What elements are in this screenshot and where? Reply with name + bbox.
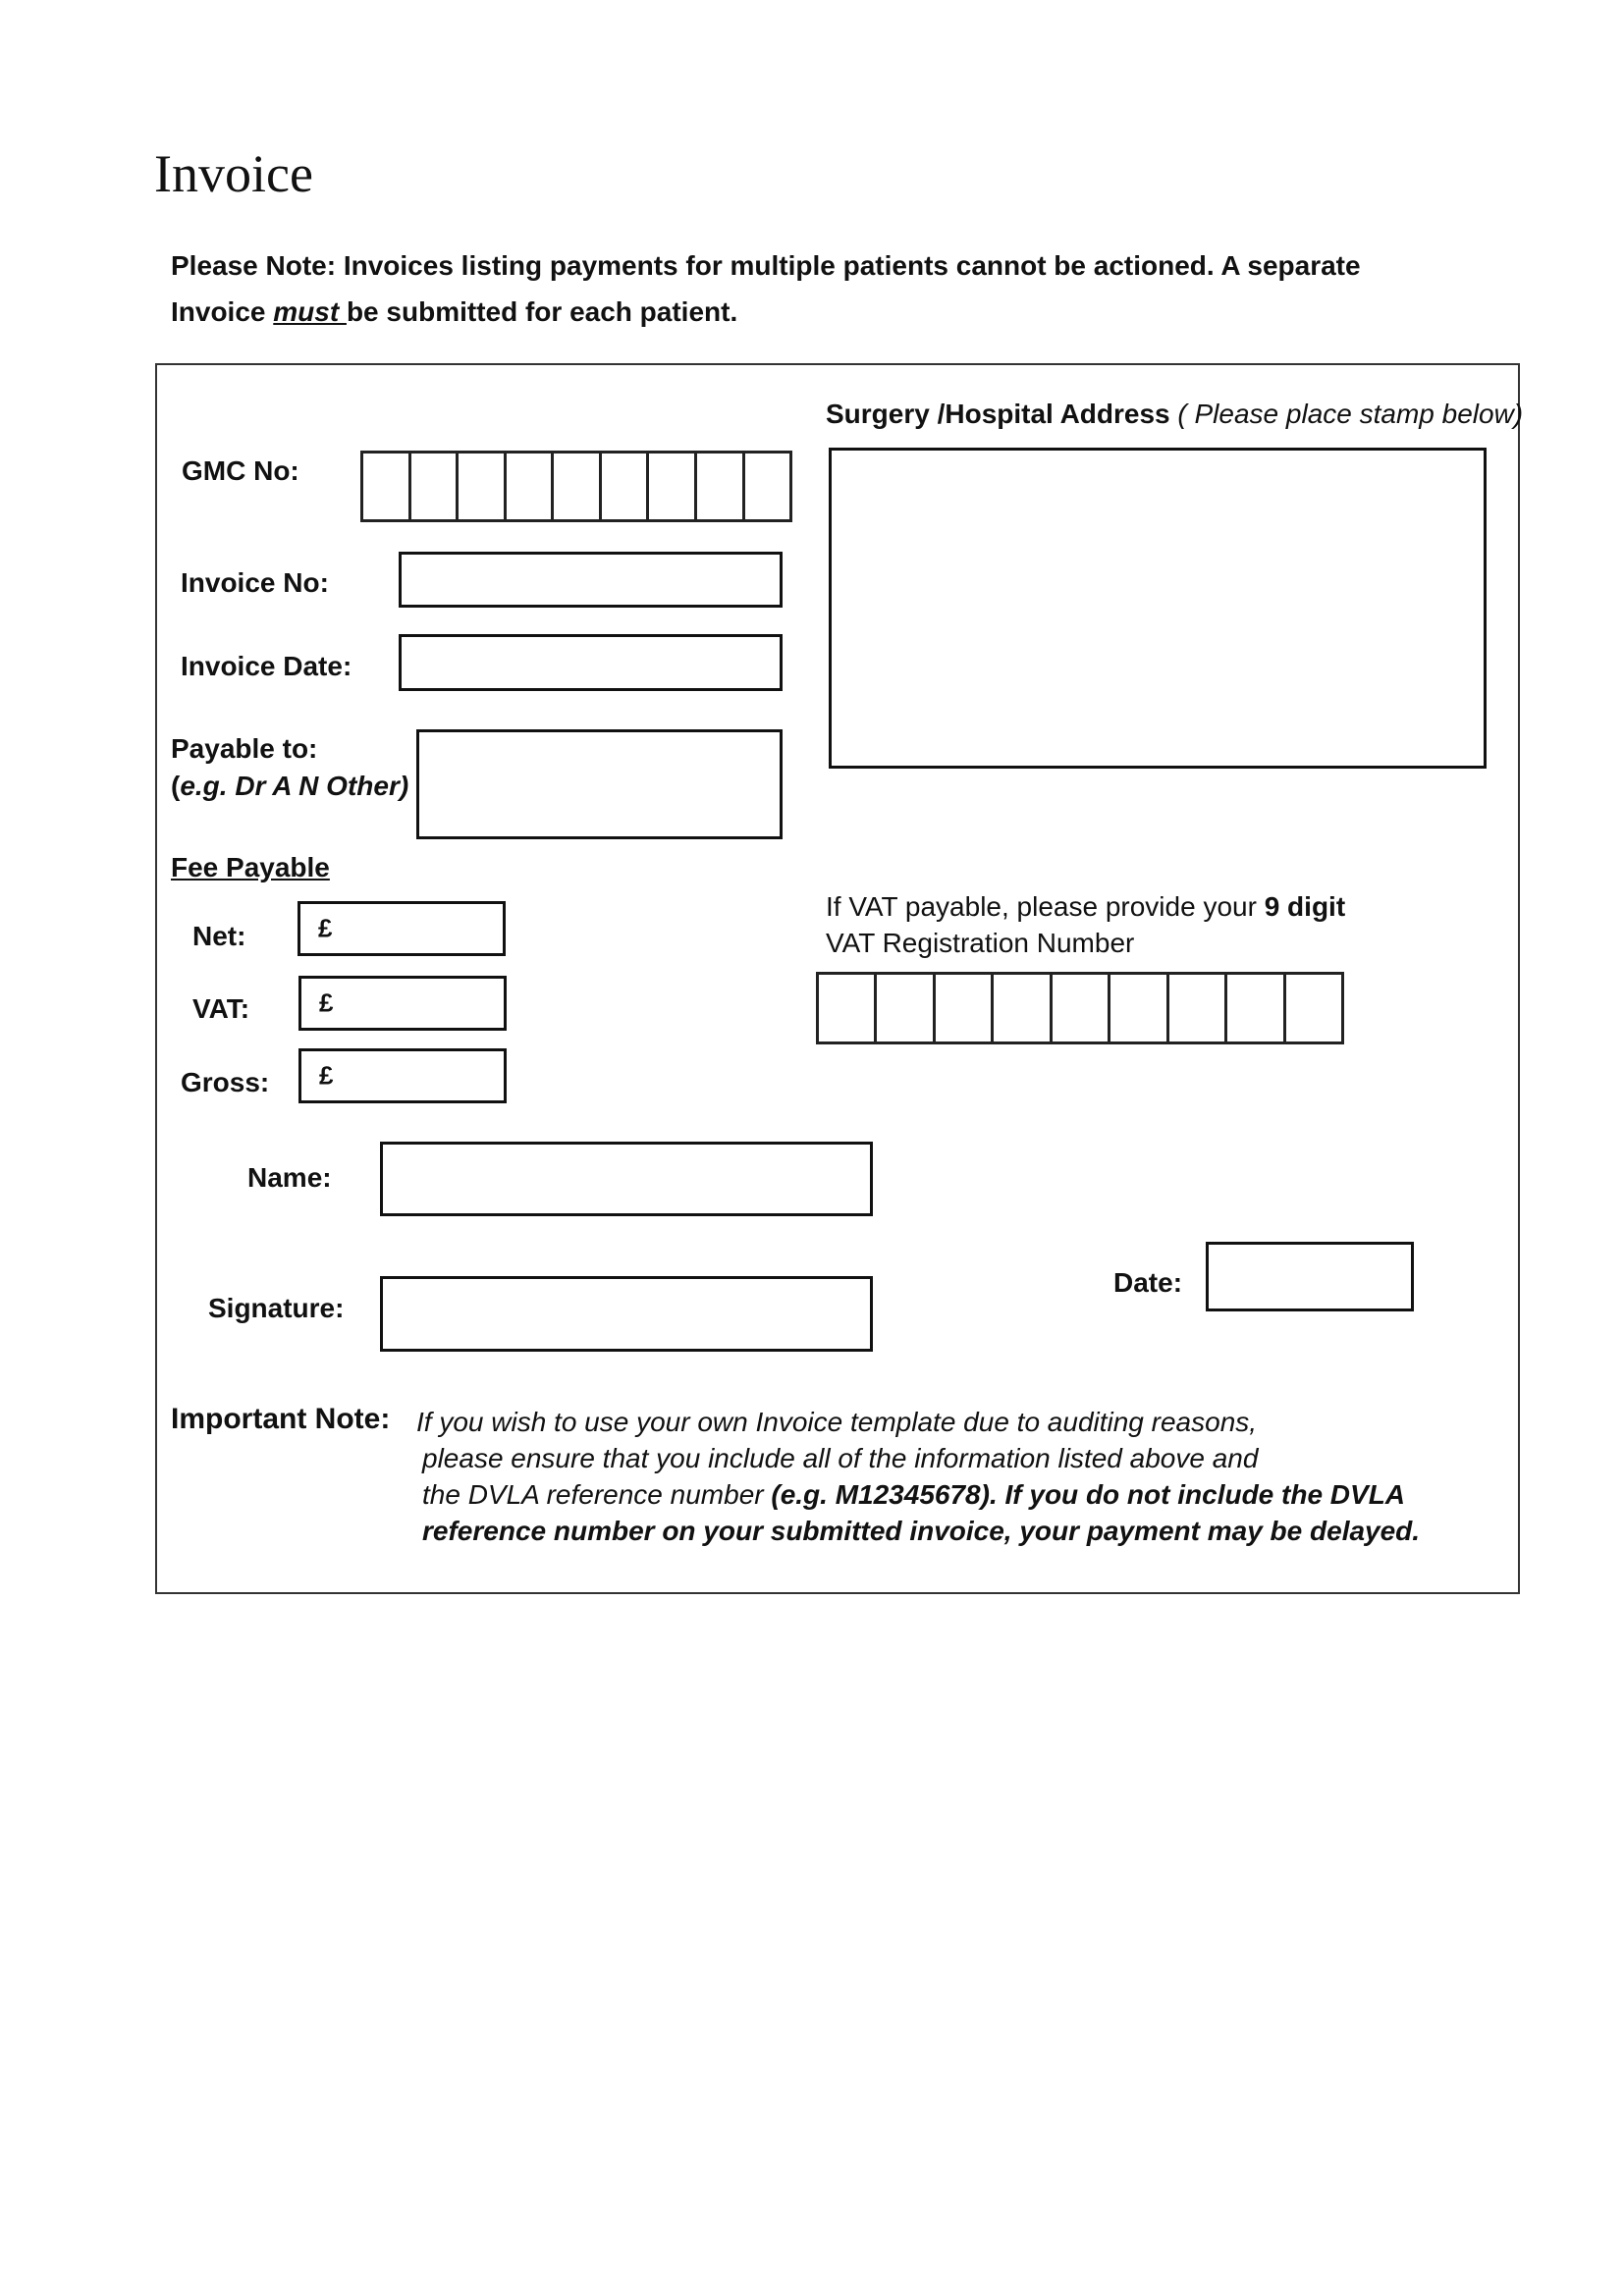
invoice-date-label: Invoice Date:: [181, 651, 352, 681]
fee-vat-label: VAT:: [192, 993, 250, 1024]
invoice-no-label: Invoice No:: [181, 567, 329, 598]
signature-field[interactable]: [380, 1276, 873, 1352]
pound-icon: £: [319, 1060, 334, 1091]
note-text-bold: (e.g. M12345678). If you do not include the DVLA: [771, 1479, 1406, 1510]
gmc-digit-cell[interactable]: [697, 454, 745, 519]
vat-digit-cell[interactable]: [936, 975, 994, 1041]
invoice-date-field[interactable]: [399, 634, 783, 691]
address-label: Surgery /Hospital Address: [826, 399, 1170, 429]
gmc-digit-cell[interactable]: [554, 454, 602, 519]
fee-net-field[interactable]: [298, 901, 506, 956]
fee-gross-label: Gross:: [181, 1067, 270, 1097]
address-stamp-field[interactable]: [829, 448, 1487, 769]
important-note-line2: please ensure that you include all of the information listed above and: [422, 1443, 1259, 1473]
address-hint: ( Please place stamp below): [1169, 399, 1524, 429]
fee-gross-field[interactable]: [298, 1048, 507, 1103]
vat-digit-cell[interactable]: [1286, 975, 1341, 1041]
please-note-line1: Please Note: Invoices listing payments for multiple patients cannot be actioned. A separate: [171, 250, 1361, 281]
note-text: be submitted for each patient.: [346, 296, 738, 327]
gmc-digit-cell[interactable]: [459, 454, 507, 519]
important-note-line3: [422, 1476, 1405, 1513]
invoice-no-field[interactable]: [399, 552, 783, 608]
name-label: Name:: [247, 1162, 332, 1193]
important-note-line1: If you wish to use your own Invoice template due to auditing reasons,: [416, 1407, 1258, 1437]
pound-icon: £: [319, 988, 334, 1018]
note-text: Invoice: [171, 296, 274, 327]
vat-reg-text-line1: [826, 889, 1345, 924]
vat-digit-cell[interactable]: [1227, 975, 1285, 1041]
paren: (: [171, 771, 181, 801]
fee-net-label: Net:: [192, 921, 246, 951]
vat-digit-cell[interactable]: [1169, 975, 1227, 1041]
fee-vat-field[interactable]: [298, 976, 507, 1031]
name-field[interactable]: [380, 1142, 873, 1216]
payable-to-label: Payable to:: [171, 733, 318, 764]
please-note-line2: [171, 295, 737, 329]
gmc-digit-cell[interactable]: [363, 454, 411, 519]
gmc-no-input[interactable]: [360, 451, 792, 522]
gmc-digit-cell[interactable]: [411, 454, 460, 519]
page-title: Invoice: [154, 144, 313, 203]
note-text: the DVLA reference number: [422, 1479, 772, 1510]
gmc-digit-cell[interactable]: [602, 454, 650, 519]
vat-digit-cell[interactable]: [819, 975, 877, 1041]
vat-registration-input[interactable]: [816, 972, 1344, 1044]
vat-digit-cell[interactable]: [877, 975, 935, 1041]
important-note-label: Important Note:: [171, 1403, 391, 1435]
vat-digit-cell[interactable]: [994, 975, 1052, 1041]
pound-icon: £: [318, 913, 333, 943]
gmc-no-label: GMC No:: [182, 455, 299, 486]
vat-text-bold: 9 digit: [1264, 891, 1346, 922]
address-heading: [826, 398, 1523, 431]
vat-reg-text-line2: VAT Registration Number: [826, 928, 1135, 958]
signature-label: Signature:: [208, 1293, 345, 1323]
date-field[interactable]: [1206, 1242, 1414, 1311]
important-note-line4: reference number on your submitted invoice, your payment may be delayed.: [422, 1516, 1421, 1546]
date-label: Date:: [1113, 1267, 1183, 1298]
fee-payable-heading: Fee Payable: [171, 852, 330, 882]
note-emphasis-must: must: [273, 296, 347, 327]
vat-text: If VAT payable, please provide your: [826, 891, 1265, 922]
payable-to-example: [171, 770, 408, 803]
example-text: e.g. Dr A N Other): [180, 771, 409, 801]
vat-digit-cell[interactable]: [1110, 975, 1168, 1041]
payable-to-field[interactable]: [416, 729, 783, 839]
vat-digit-cell[interactable]: [1053, 975, 1110, 1041]
gmc-digit-cell[interactable]: [649, 454, 697, 519]
gmc-digit-cell[interactable]: [745, 454, 790, 519]
gmc-digit-cell[interactable]: [507, 454, 555, 519]
